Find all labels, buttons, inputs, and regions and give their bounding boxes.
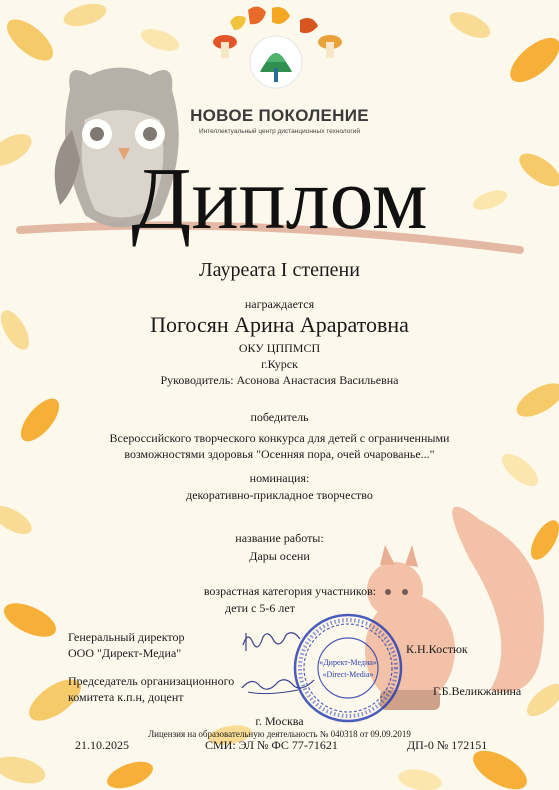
age-label: возрастная категория участников: (203, 584, 377, 598)
nomination-value: декоративно-прикладное творчество (186, 488, 373, 502)
contest-name (0, 430, 559, 462)
org-subtitle: Интеллектуальный центр дистанционных технологий (198, 128, 361, 135)
stamp-text-2: «Direct-Media» (322, 670, 374, 679)
chair-line-1: Председатель организационного (68, 674, 235, 688)
recipient-name: Погосян Арина Араратовна (150, 312, 409, 337)
director-line-2: ООО "Директ-Медиа" (68, 646, 182, 660)
chair-title (68, 673, 234, 705)
logo-decorations (213, 6, 342, 88)
director-line-1: Генеральный директор (68, 630, 185, 644)
work-value: Дары осени (249, 549, 310, 563)
recipient-organization: ОКУ ЦППМСП (238, 341, 321, 355)
work-label: название работы: (235, 531, 324, 545)
diploma-title: Диплом (131, 151, 428, 248)
license: Лицензия на образовательную деятельность № 040318 от 09.09.2019 (148, 729, 411, 739)
org-name: НОВОЕ ПОКОЛЕНИЕ (190, 106, 369, 125)
contest-line-2: возможностями здоровья "Осенняя пора, очей очарованье..." (124, 447, 435, 461)
recipient-city: г.Курск (261, 357, 298, 371)
director-name: К.Н.Костюк (406, 642, 468, 656)
supervisor: Руководитель: Асонова Анастасия Васильевна (160, 373, 399, 387)
nomination-label: номинация: (249, 471, 310, 485)
issue-date: 21.10.2025 (75, 738, 129, 752)
winner-label: победитель (250, 410, 309, 424)
chair-line-2: комитета к.п.н, доцент (68, 690, 184, 704)
stamp (292, 612, 404, 724)
degree: Лауреата I степени (199, 259, 360, 281)
awarded-label: награждается (244, 297, 315, 311)
footer-city: г. Москва (255, 714, 304, 728)
contest-line-1: Всероссийского творческого конкурса для детей с ограниченными (109, 431, 450, 445)
chair-name: Г.Б.Великжанина (433, 684, 522, 698)
director-title (68, 629, 185, 661)
stamp-text-1: «Директ-Медиа» (319, 658, 377, 667)
age-value: дети с 5-6 лет (225, 601, 295, 615)
document-number: ДП-0 № 172151 (407, 738, 488, 752)
smi-registration: СМИ: ЭЛ № ФС 77-71621 (205, 738, 338, 752)
